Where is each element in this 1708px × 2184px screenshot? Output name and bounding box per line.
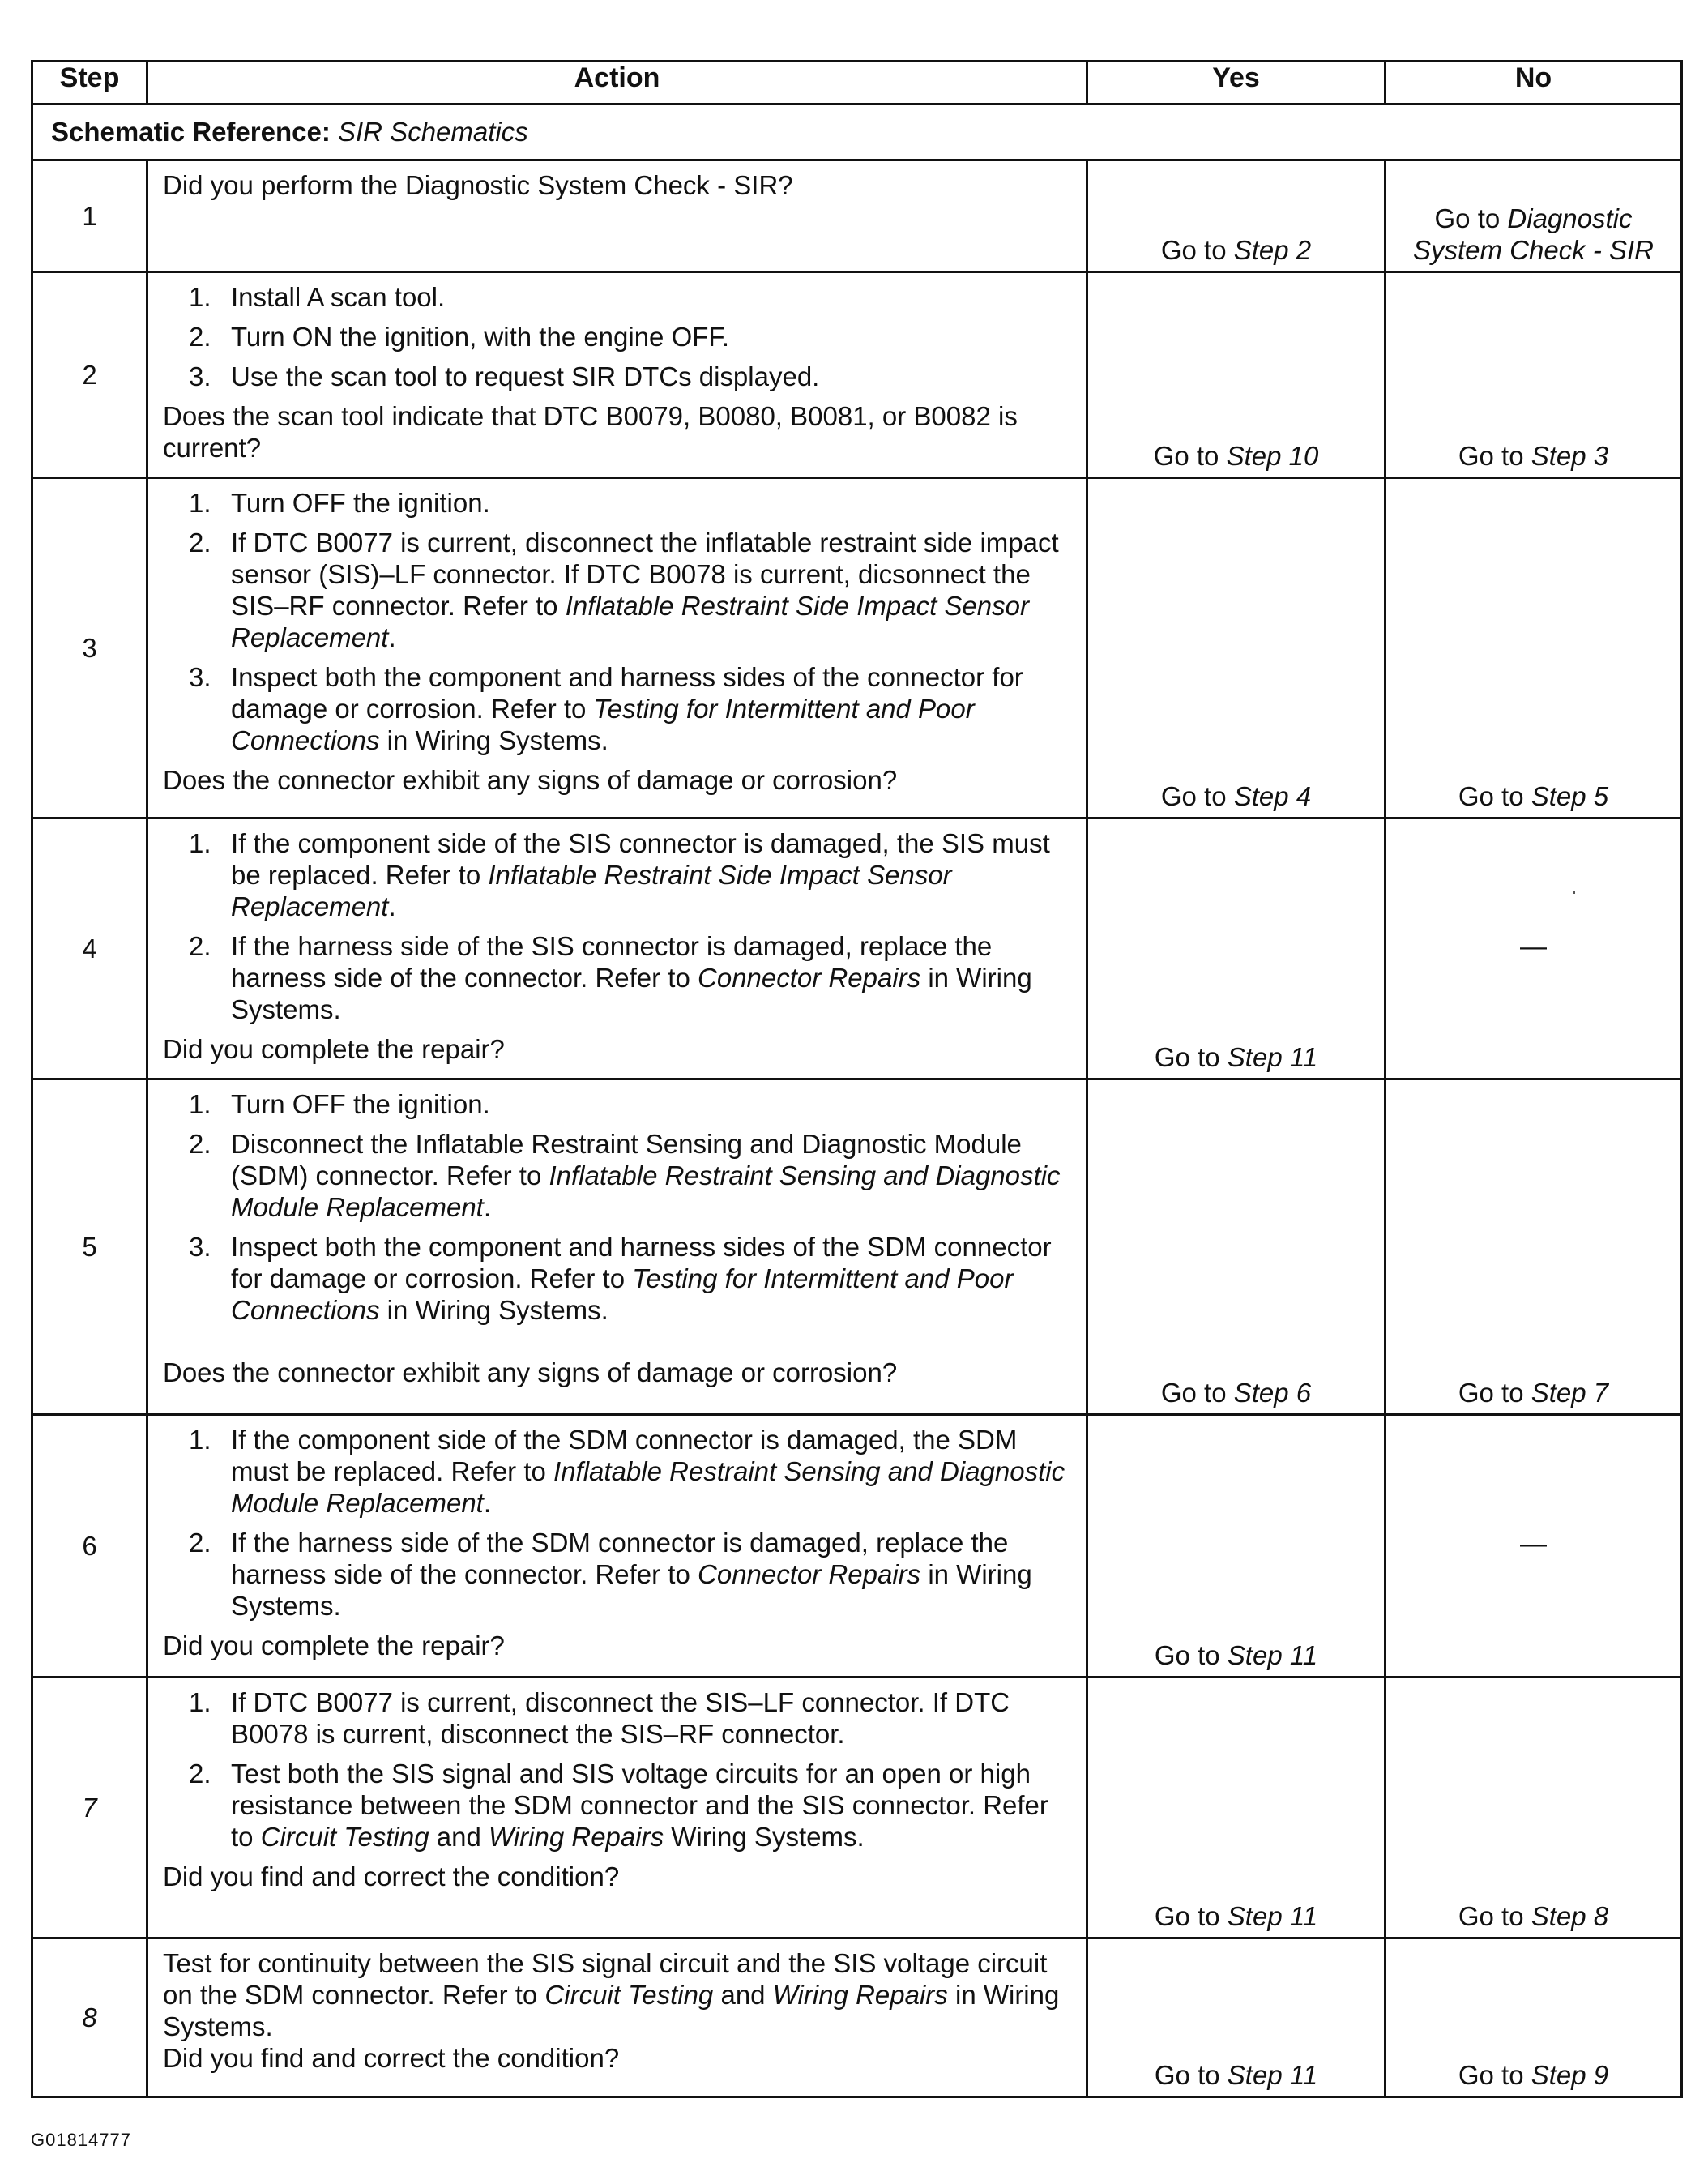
table-row: [32, 1678, 1682, 1938]
list-item-text: [231, 322, 729, 352]
table-row: [32, 1415, 1682, 1678]
list-item-number: 1.: [189, 488, 211, 518]
action-intro: [163, 1947, 1074, 2042]
list-item: [163, 361, 1074, 392]
text-run: and: [713, 1980, 773, 2010]
action-cell: [147, 272, 1087, 478]
text-run: Inspect both the component and harness sides of the connector for damage or corrosion. Refer to: [231, 662, 1023, 724]
goto-label: Go to: [1458, 1901, 1524, 1931]
list-item-text: [231, 1528, 1032, 1621]
action-cell: [147, 818, 1087, 1079]
text-run: .: [388, 891, 396, 921]
reference-link-text: Inflatable Restraint Side Impact Sensor Replacement: [231, 591, 1029, 652]
list-item-text: [231, 282, 445, 312]
text-run: Test for continuity between the SIS signal circuit and the SIS voltage circuit on the SDM connector. Refer to: [163, 1948, 1048, 2010]
action-steps-list: [163, 827, 1074, 1025]
action-question: Did you find and correct the condition?: [163, 1861, 620, 1891]
list-item-text: [231, 528, 1059, 652]
yes-cell: [1087, 1678, 1386, 1938]
list-item-text: [231, 828, 1050, 921]
header-yes: Yes: [1087, 62, 1386, 105]
goto-step-reference: Step 8: [1531, 1901, 1609, 1931]
action-cell: [147, 160, 1087, 272]
text-run: Turn ON the ignition, with the engine OFF.: [231, 322, 730, 352]
list-item-text: [231, 1687, 1010, 1749]
text-run: Wiring Systems.: [664, 1822, 865, 1852]
yes-cell: [1087, 1079, 1386, 1415]
step-number: 2: [32, 272, 147, 478]
list-item-text: [231, 931, 1032, 1024]
document-code: G01814777: [31, 2130, 131, 2150]
table-row: [32, 1079, 1682, 1415]
text-run: .: [388, 622, 396, 652]
yes-cell: [1087, 1415, 1386, 1678]
list-item-number: 1.: [189, 1089, 211, 1119]
action-steps-list: [163, 1686, 1074, 1853]
list-item-text: [231, 488, 490, 518]
yes-cell: [1087, 160, 1386, 272]
list-item-text: [231, 662, 1023, 755]
goto-label: Go to: [1160, 781, 1227, 811]
list-item: [163, 1686, 1074, 1750]
list-item: [163, 321, 1074, 353]
text-run: and: [429, 1822, 489, 1852]
no-cell: [1386, 1415, 1682, 1678]
list-item-number: 2.: [189, 1759, 211, 1789]
goto-step-reference: Step 11: [1227, 1042, 1318, 1072]
text-run: Install A scan tool.: [231, 282, 446, 312]
text-run: Disconnect the Inflatable Restraint Sensing and Diagnostic Module (SDM) connector. Refer to: [231, 1129, 1022, 1190]
list-item: [163, 930, 1074, 1025]
header-row: [32, 62, 1682, 105]
step-number: 8: [32, 1938, 147, 2097]
yes-cell: [1087, 478, 1386, 818]
action-cell: [147, 478, 1087, 818]
text-run: If DTC B0077 is current, disconnect the SIS–LF connector. If DTC B0078 is current, disconnect the SIS–RF connector.: [231, 1687, 1010, 1749]
step-number: 5: [32, 1079, 147, 1415]
no-cell: [1386, 818, 1682, 1079]
list-item-number: 3.: [189, 1232, 211, 1262]
step-number: 4: [32, 818, 147, 1079]
action-question: Did you find and correct the condition?: [163, 2043, 620, 2073]
reference-link-text: Inflatable Restraint Side Impact Sensor Replacement: [231, 860, 952, 921]
list-item: [163, 1128, 1074, 1223]
list-item: [163, 1424, 1074, 1519]
text-run: Test both the SIS signal and SIS voltage circuits for an open or high resistance between the SDM connector and the SIS connector. Refer to: [231, 1759, 1048, 1852]
goto-step-reference: Step 10: [1226, 441, 1319, 471]
no-cell: [1386, 272, 1682, 478]
reference-link-text: Inflatable Restraint Sensing and Diagnostic Module Replacement: [231, 1160, 1061, 1222]
goto-step-reference: Step 11: [1227, 1901, 1318, 1931]
action-cell: [147, 1079, 1087, 1415]
goto-label: Go to: [1458, 441, 1524, 471]
goto-label: Go to: [1160, 235, 1227, 265]
reference-link-text: Circuit Testing: [544, 1980, 714, 2010]
list-item-text: [231, 1759, 1048, 1852]
action-cell: [147, 1938, 1087, 2097]
goto-step-reference: Step 6: [1233, 1378, 1312, 1408]
action-cell: [147, 1415, 1087, 1678]
schematic-reference-label: Schematic Reference:: [51, 117, 331, 147]
schematic-reference-row: [32, 105, 1682, 160]
list-item-number: 2.: [189, 528, 211, 558]
reference-link-text: Circuit Testing: [260, 1822, 429, 1852]
action-steps-list: [163, 1424, 1074, 1622]
list-item: [163, 1088, 1074, 1120]
text-run: Use the scan tool to request SIR DTCs displayed.: [231, 361, 820, 391]
header-no: No: [1386, 62, 1682, 105]
reference-link-text: Inflatable Restraint Sensing and Diagnostic Module Replacement: [231, 1456, 1065, 1518]
no-action-dash: —: [1520, 1528, 1547, 1558]
list-item: [163, 527, 1074, 653]
list-item-text: [231, 1129, 1061, 1222]
action-steps-list: [163, 1088, 1074, 1326]
schematic-reference-cell: [32, 105, 1682, 160]
goto-label: Go to: [1434, 203, 1501, 233]
goto-step-reference: Step 9: [1531, 2060, 1609, 2090]
list-item: [163, 1231, 1074, 1326]
text-run: If DTC B0077 is current, disconnect the inflatable restraint side impact sensor (SIS)–LF connector. If DTC B0078 is current, dicsonnect the SIS–RF connector. Refer to: [231, 528, 1059, 621]
no-cell: [1386, 478, 1682, 818]
header-step: Step: [32, 62, 147, 105]
list-item: [163, 487, 1074, 519]
text-run: If the component side of the SDM connector is damaged, the SDM must be replaced. Refer to: [231, 1425, 1018, 1486]
yes-cell: [1087, 1938, 1386, 2097]
no-cell: [1386, 1678, 1682, 1938]
goto-label: Go to: [1458, 781, 1524, 811]
schematic-reference-link: SIR Schematics: [338, 117, 528, 147]
goto-label: Go to: [1154, 1042, 1220, 1072]
reference-link-text: Wiring Repairs: [488, 1822, 664, 1852]
action-question: Did you complete the repair?: [163, 1631, 505, 1660]
reference-link-text: Testing for Intermittent and Poor Connections: [231, 694, 975, 755]
diagnostic-table: [31, 60, 1683, 2098]
list-item: [163, 661, 1074, 756]
no-cell: [1386, 160, 1682, 272]
step-number: 7: [32, 1678, 147, 1938]
goto-step-reference: Step 2: [1233, 235, 1312, 265]
text-run: .: [483, 1488, 492, 1518]
goto-step-reference: Step 5: [1531, 781, 1609, 811]
goto-label: Go to: [1154, 1901, 1220, 1931]
text-run: .: [483, 1192, 492, 1222]
list-item-number: 1.: [189, 1425, 211, 1455]
table-row: [32, 160, 1682, 272]
no-action-dash: —: [1520, 931, 1547, 961]
text-run: in Wiring Systems.: [379, 1295, 608, 1325]
goto-step-reference: Step 4: [1233, 781, 1312, 811]
goto-step-reference: Diagnostic System Check - SIR: [1412, 203, 1655, 265]
text-run: in Wiring Systems.: [231, 963, 1032, 1024]
list-item-number: 2.: [189, 1528, 211, 1558]
scan-speck: [1573, 891, 1575, 894]
reference-link-text: Connector Repairs: [698, 963, 921, 993]
list-item-text: [231, 1232, 1052, 1325]
list-item-text: [231, 1089, 490, 1119]
action-steps-list: [163, 487, 1074, 756]
step-number: 3: [32, 478, 147, 818]
list-item-number: 2.: [189, 1129, 211, 1159]
table-row: [32, 272, 1682, 478]
goto-step-reference: Step 7: [1531, 1378, 1609, 1408]
text-run: in Wiring Systems.: [231, 1559, 1032, 1621]
action-question: Does the connector exhibit any signs of damage or corrosion?: [163, 765, 898, 795]
reference-link-text: Testing for Intermittent and Poor Connections: [231, 1263, 1014, 1325]
table-row: [32, 478, 1682, 818]
no-cell: [1386, 1079, 1682, 1415]
goto-step-reference: Step 11: [1227, 2060, 1318, 2090]
text-run: Turn OFF the ignition.: [231, 488, 490, 518]
action-cell: [147, 1678, 1087, 1938]
step-number: 1: [32, 160, 147, 272]
list-item-text: [231, 361, 819, 391]
list-item-number: 1.: [189, 1687, 211, 1717]
yes-cell: [1087, 818, 1386, 1079]
list-item: [163, 827, 1074, 922]
text-run: Inspect both the component and harness sides of the SDM connector for damage or corrosion. Refer to: [231, 1232, 1052, 1293]
yes-cell: [1087, 272, 1386, 478]
goto-label: Go to: [1458, 1378, 1524, 1408]
text-run: If the harness side of the SDM connector is damaged, replace the harness side of the connector. Refer to: [231, 1528, 1009, 1589]
list-item-number: 3.: [189, 361, 211, 391]
action-question: Does the scan tool indicate that DTC B0079, B0080, B0081, or B0082 is current?: [163, 401, 1018, 463]
list-item-number: 3.: [189, 662, 211, 692]
action-question: Does the connector exhibit any signs of damage or corrosion?: [163, 1357, 898, 1387]
list-item: [163, 1527, 1074, 1622]
table-row: [32, 818, 1682, 1079]
list-item-number: 2.: [189, 931, 211, 961]
goto-step-reference: Step 11: [1227, 1640, 1318, 1670]
step-number: 6: [32, 1415, 147, 1678]
reference-link-text: Connector Repairs: [698, 1559, 921, 1589]
text-run: in Wiring Systems.: [379, 725, 608, 755]
action-steps-list: [163, 281, 1074, 392]
no-cell: [1386, 1938, 1682, 2097]
list-item-text: [231, 1425, 1065, 1518]
action-question: Did you complete the repair?: [163, 1034, 505, 1064]
text-run: If the component side of the SIS connector is damaged, the SIS must be replaced. Refer to: [231, 828, 1050, 890]
text-run: in Wiring Systems.: [163, 1980, 1060, 2041]
list-item: [163, 1758, 1074, 1853]
text-run: If the harness side of the SIS connector is damaged, replace the harness side of the connector. Refer to: [231, 931, 993, 993]
action-intro: Did you perform the Diagnostic System Check - SIR?: [163, 170, 793, 200]
list-item-number: 1.: [189, 282, 211, 312]
list-item-number: 1.: [189, 828, 211, 858]
goto-step-reference: Step 3: [1531, 441, 1609, 471]
list-item: [163, 281, 1074, 313]
text-run: Turn OFF the ignition.: [231, 1089, 490, 1119]
goto-label: Go to: [1154, 2060, 1220, 2090]
goto-label: Go to: [1154, 1640, 1220, 1670]
list-item-number: 2.: [189, 322, 211, 352]
reference-link-text: Wiring Repairs: [772, 1980, 948, 2010]
header-action: Action: [147, 62, 1087, 105]
table-row: [32, 1938, 1682, 2097]
goto-label: Go to: [1458, 2060, 1524, 2090]
goto-label: Go to: [1160, 1378, 1227, 1408]
goto-label: Go to: [1153, 441, 1219, 471]
